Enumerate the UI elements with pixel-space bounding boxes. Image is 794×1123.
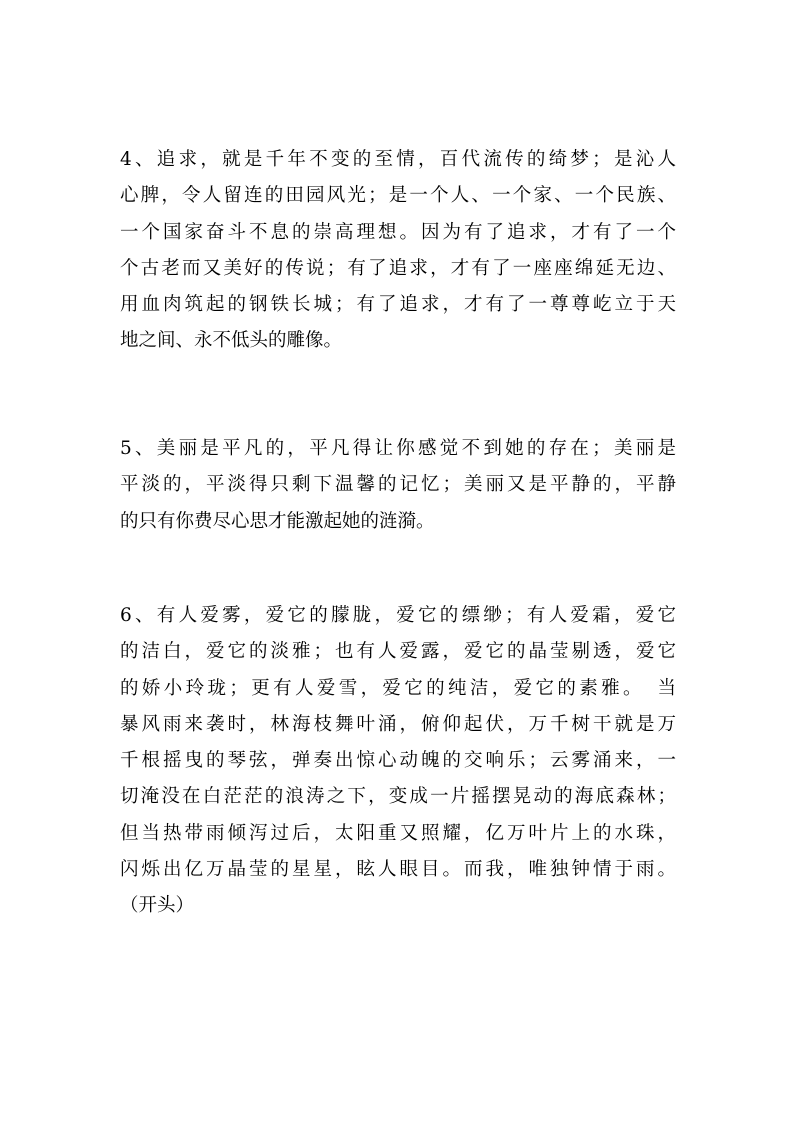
paragraph-6 xyxy=(120,598,676,925)
paragraph-line: 的洁白，爱它的淡雅；也有人爱露，爱它的晶莹剔透，爱它 xyxy=(120,641,676,663)
paragraph-line: 心脾，令人留连的田园风光；是一个人、一个家、一个民族、 xyxy=(120,185,676,207)
paragraph-line: 切淹没在白茫茫的浪涛之下，变成一片摇摆晃动的海底森林； xyxy=(120,786,676,808)
paragraph-line: 平淡的，平淡得只剩下温馨的记忆；美丽又是平静的，平静 xyxy=(120,474,676,496)
paragraph-line: 一个国家奋斗不息的崇高理想。因为有了追求，才有了一个 xyxy=(120,221,676,243)
paragraph-line: 的娇小玲珑；更有人爱雪，爱它的纯洁，爱它的素雅。 当 xyxy=(120,677,676,699)
paragraph-line: 个古老而又美好的传说；有了追求，才有了一座座绵延无边、 xyxy=(120,257,676,279)
paragraph-line: 暴风雨来袭时，林海枝舞叶涌，俯仰起伏，万千树干就是万 xyxy=(120,713,676,735)
paragraph-line: 5、美丽是平凡的，平凡得让你感觉不到她的存在；美丽是 xyxy=(120,438,676,459)
paragraph-line: 4、追求，就是千年不变的至情，百代流传的绮梦；是沁人 xyxy=(120,149,676,170)
paragraph-line: （开头） xyxy=(120,895,195,917)
paragraph-line: 6、有人爱雾，爱它的朦胧，爱它的缥缈；有人爱霜，爱它 xyxy=(120,605,676,626)
paragraph-line: 的只有你费尽心思才能激起她的涟漪。 xyxy=(120,510,435,532)
paragraph-line: 用血肉筑起的钢铁长城；有了追求，才有了一尊尊屹立于天 xyxy=(120,294,676,316)
paragraph-line: 千根摇曳的琴弦，弹奏出惊心动魄的交响乐；云雾涌来，一 xyxy=(120,750,676,772)
paragraph-5 xyxy=(120,431,676,540)
paragraph-line: 闪烁出亿万晶莹的星星，眩人眼目。而我，唯独钟情于雨。 xyxy=(120,859,676,881)
paragraph-line: 但当热带雨倾泻过后，太阳重又照耀，亿万叶片上的水珠， xyxy=(120,822,676,844)
paragraph-4 xyxy=(120,142,676,360)
paragraph-line: 地之间、永不低头的雕像。 xyxy=(120,330,343,352)
